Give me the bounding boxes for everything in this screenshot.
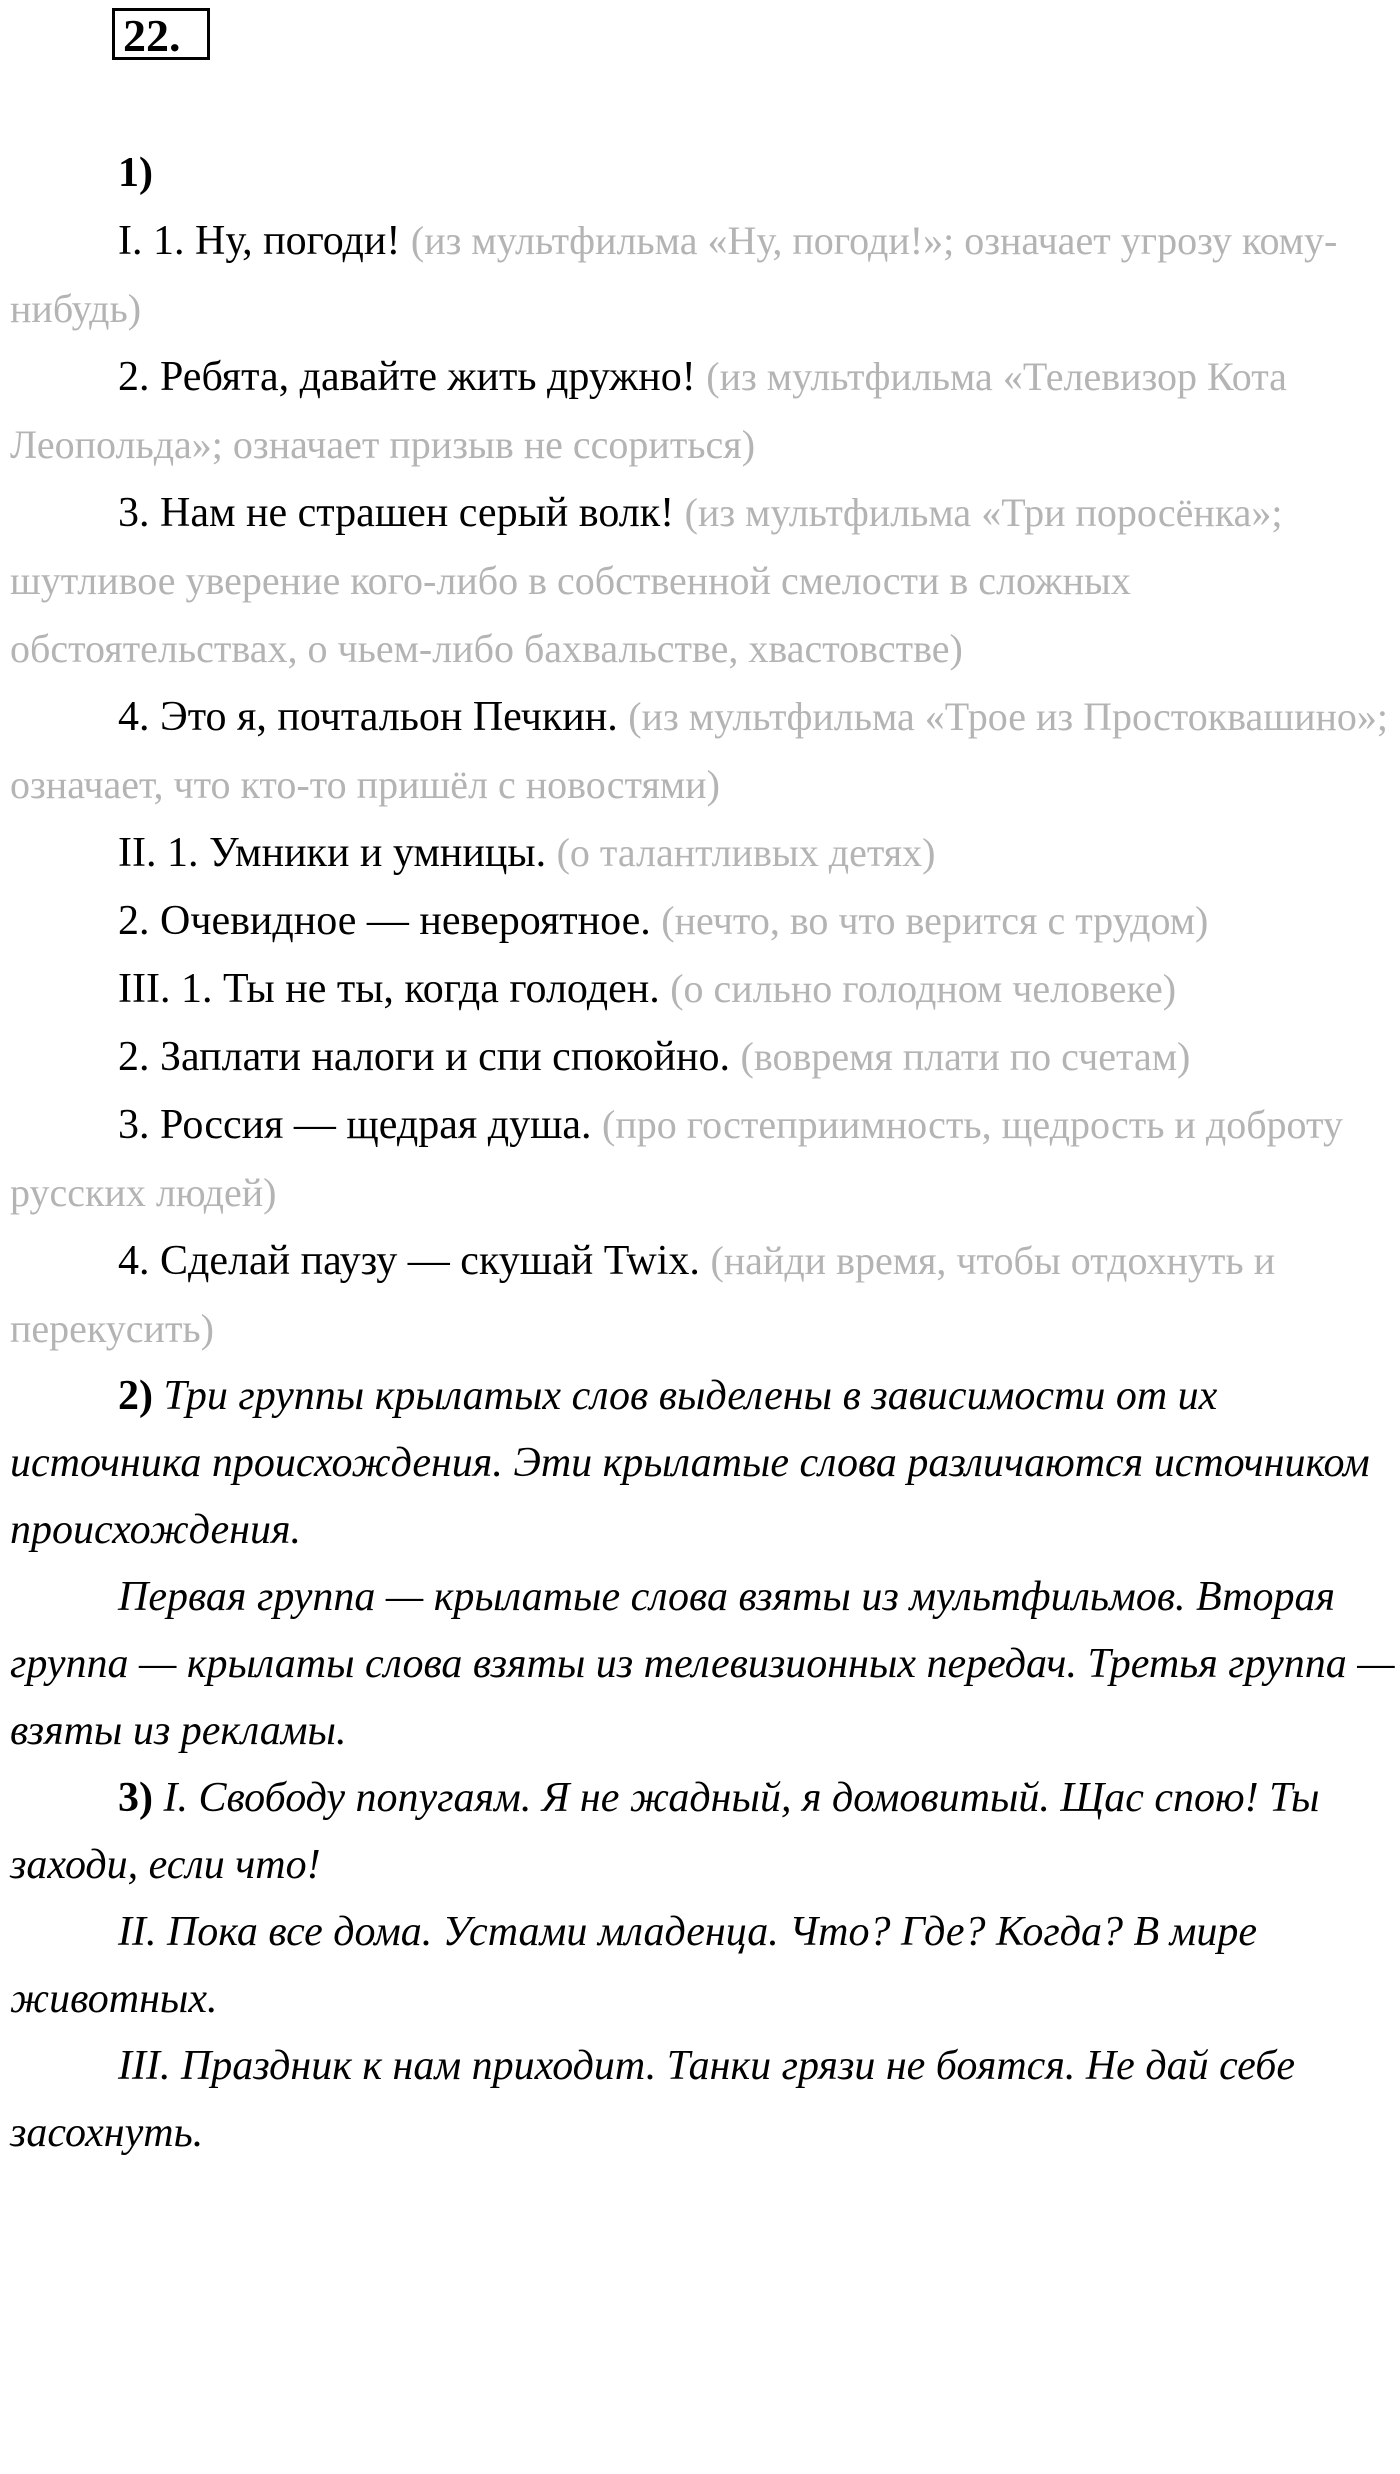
phrase-note: (найди время, чтобы отдохнуть и перекусить) (10, 1238, 1276, 1351)
phrase-note: (о сильно голодном человеке) (670, 966, 1177, 1011)
phrase-note: (про гостеприимность, щедрость и доброту русских людей) (10, 1102, 1343, 1215)
phrase-note: (из мультфильма «Три поросёнка»; шутливое уверение кого-либо в собственной смелости в сложных обстоятельствах, о чьем-либо бахвальстве, хвастовстве) (10, 490, 1283, 671)
part3-paragraph (10, 1765, 1395, 1899)
part3-text: I. Свободу попугаям. Я не жадный, я домовитый. Щас спою! Ты заходи, если что! (10, 1775, 1320, 1888)
phrase-text: 3. Россия — щедрая душа. (118, 1102, 592, 1148)
part3-paragraph: II. Пока все дома. Устами младенца. Что? Где? Когда? В мире животных. (10, 1909, 1258, 2022)
part3-label: 3) (118, 1775, 153, 1821)
part1-item (10, 887, 1395, 955)
part1-label: 1) (118, 150, 153, 196)
phrase-text: 2. Ребята, давайте жить дружно! (118, 354, 696, 400)
phrase-note: (вовремя плати по счетам) (740, 1034, 1191, 1079)
part1-item (10, 683, 1395, 819)
part2-text: Три группы крылатых слов выделены в зависимости от их источника происхождения. Эти крылатые слова различаются источником происхождения. (10, 1373, 1370, 1553)
part1-item (10, 1227, 1395, 1363)
phrase-text: III. 1. Ты не ты, когда голоден. (118, 966, 660, 1012)
phrase-text: I. 1. Ну, погоди! (118, 218, 401, 264)
phrase-text: 4. Сделай паузу — скушай Twix. (118, 1238, 700, 1284)
part2-label: 2) (118, 1373, 153, 1419)
phrase-text: 3. Нам не страшен серый волк! (118, 490, 675, 536)
part2-paragraph (10, 1363, 1395, 1564)
phrase-note: (из мультфильма «Телевизор Кота Леопольда»; означает призыв не ссориться) (10, 354, 1287, 467)
part1-item (10, 819, 1395, 887)
part2-paragraph: Первая группа — крылатые слова взяты из мультфильмов. Вторая группа — крылаты слова взяты из телевизионных передач. Третья группа — взяты из рекламы. (10, 1574, 1395, 1754)
phrase-text: 2. Очевидное — невероятное. (118, 898, 651, 944)
part1-item (10, 343, 1395, 479)
phrase-note: (о талантливых детях) (556, 830, 936, 875)
phrase-text: II. 1. Умники и умницы. (118, 830, 547, 876)
part1-item (10, 207, 1395, 343)
answer-body (10, 140, 1395, 2167)
part3-paragraph: III. Праздник к нам приходит. Танки грязи не боятся. Не дай себе засохнуть. (10, 2043, 1296, 2156)
part1-item (10, 1023, 1395, 1091)
phrase-note: (из мультфильма «Трое из Простоквашино»; означает, что кто-то пришёл с новостями) (10, 694, 1389, 807)
phrase-note: (нечто, во что верится с трудом) (661, 898, 1209, 943)
part1-item (10, 955, 1395, 1023)
task-number: 22. (123, 10, 181, 61)
phrase-note: (из мультфильма «Ну, погоди!»; означает угрозу кому-нибудь) (10, 218, 1338, 331)
task-number-box (112, 8, 210, 60)
phrase-text: 2. Заплати налоги и спи спокойно. (118, 1034, 731, 1080)
phrase-text: 4. Это я, почтальон Печкин. (118, 694, 618, 740)
part1-item (10, 479, 1395, 683)
part1-item (10, 1091, 1395, 1227)
